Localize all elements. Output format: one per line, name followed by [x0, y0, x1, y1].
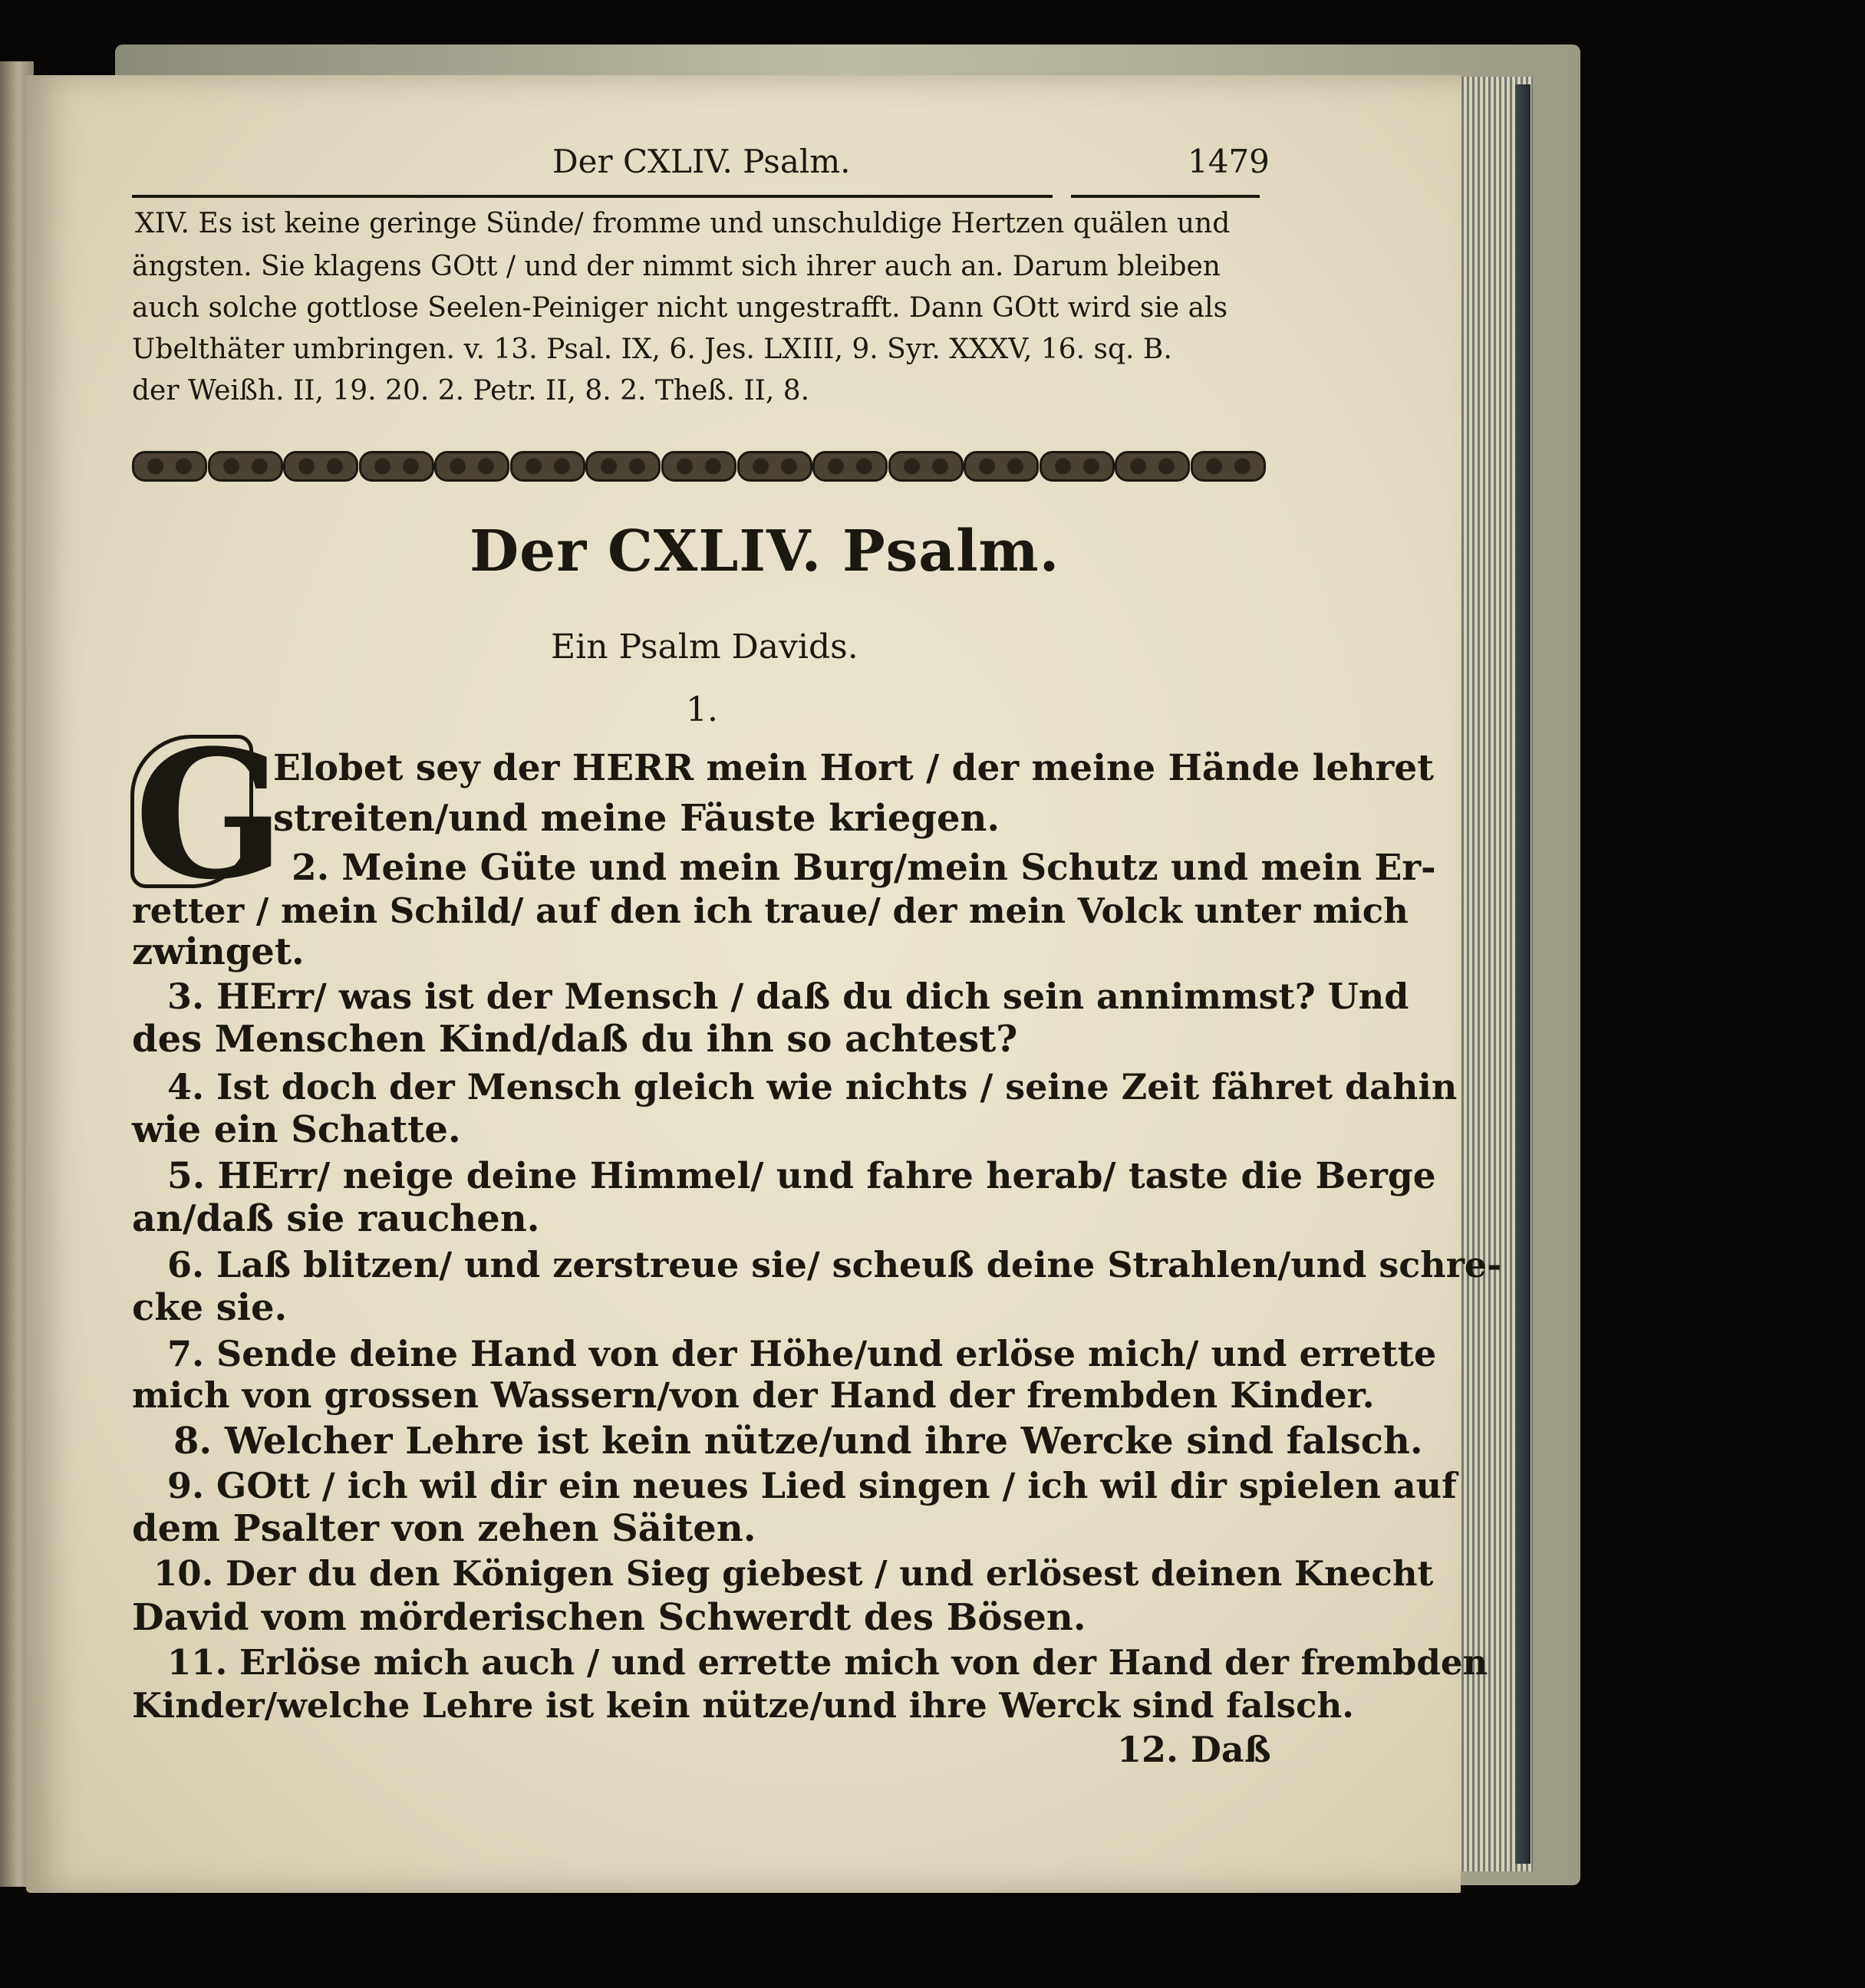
verse-line: mich von grossen Wassern/von der Hand der frembden Kinder.: [132, 1374, 1375, 1416]
ornament-piece: [812, 451, 888, 482]
psalm-subtitle: Ein Psalm Davids.: [551, 627, 858, 667]
ornament-piece: [283, 451, 358, 482]
psalm-title: Der CXLIV. Psalm.: [470, 518, 1060, 584]
verse-line: 9. GOtt / ich wil dir ein neues Lied singen / ich wil dir spielen auf: [167, 1465, 1457, 1506]
verse-line: cke sie.: [132, 1286, 288, 1329]
drop-cap: G: [130, 735, 253, 888]
ornament-piece: [737, 451, 812, 482]
page-number: 1479: [1188, 143, 1270, 180]
verse-line: 2. Meine Güte und mein Burg/mein Schutz und mein Er-: [292, 847, 1436, 889]
ornament-piece: [1191, 451, 1266, 482]
header-rule-left: [132, 195, 1053, 198]
verse-line: retter / mein Schild/ auf den ich traue/ der mein Volck unter mich: [132, 890, 1409, 931]
verse-line: wie ein Schatte.: [132, 1108, 461, 1151]
ornament-piece: [964, 451, 1039, 482]
verse-line: 11. Erlöse mich auch / und errette mich von der Hand der frembden: [167, 1642, 1488, 1683]
verse-line: dem Psalter von zehen Säiten.: [132, 1507, 756, 1550]
page-fore-edge: [1515, 84, 1531, 1864]
running-title: Der CXLIV. Psalm.: [552, 143, 851, 180]
verse-line: des Menschen Kind/daß du ihn so achtest?: [132, 1018, 1018, 1061]
ornament-band: [132, 445, 1266, 488]
ornament-piece: [888, 451, 964, 482]
ornament-piece: [1115, 451, 1190, 482]
commentary-line: auch solche gottlose Seelen-Peiniger nicht ungestrafft. Dann GOtt wird sie als: [132, 292, 1228, 324]
verse-line: streiten/und meine Fäuste kriegen.: [273, 797, 1000, 840]
ornament-piece: [434, 451, 509, 482]
ornament-piece: [1040, 451, 1115, 482]
commentary-line: XIV. Es ist keine geringe Sünde/ fromme und unschuldige Hertzen quälen und: [135, 208, 1231, 239]
ornament-piece: [661, 451, 736, 482]
verse-line: 8. Welcher Lehre ist kein nütze/und ihre Wercke sind falsch.: [173, 1420, 1423, 1463]
verse-line: 7. Sende deine Hand von der Höhe/und erlöse mich/ und errette: [167, 1333, 1437, 1374]
verse-line: 4. Ist doch der Mensch gleich wie nichts / seine Zeit fähret dahin: [167, 1066, 1458, 1108]
verse-line: an/daß sie rauchen.: [132, 1197, 540, 1240]
commentary-line: Ubelthäter umbringen. v. 13. Psal. IX, 6. Jes. LXIII, 9. Syr. XXXV, 16. sq. B.: [132, 334, 1172, 365]
header-rule-right: [1071, 195, 1260, 198]
verse-line: David vom mörderischen Schwerdt des Bösen.: [132, 1596, 1086, 1639]
commentary-line: der Weißh. II, 19. 20. 2. Petr. II, 8. 2. Theß. II, 8.: [132, 375, 810, 406]
verse-line: Elobet sey der HERR mein Hort / der meine Hände lehret: [273, 747, 1434, 789]
ornament-piece: [132, 451, 207, 482]
section-number: 1.: [686, 690, 718, 729]
ornament-piece: [208, 451, 283, 482]
catchword: 12. Daß: [1117, 1729, 1271, 1770]
ornament-piece: [359, 451, 434, 482]
verse-line: 5. HErr/ neige deine Himmel/ und fahre herab/ taste die Berge: [167, 1155, 1436, 1197]
verse-line: 3. HErr/ was ist der Mensch / daß du dich sein annimmst? Und: [167, 976, 1409, 1017]
verse-line: Kinder/welche Lehre ist kein nütze/und ihre Werck sind falsch.: [132, 1685, 1354, 1726]
ornament-piece: [585, 451, 661, 482]
verse-line: 6. Laß blitzen/ und zerstreue sie/ scheuß deine Strahlen/und schre-: [167, 1244, 1502, 1285]
verse-line: zwinget.: [132, 930, 305, 973]
ornament-piece: [510, 451, 585, 482]
commentary-line: ängsten. Sie klagens GOtt / und der nimmt sich ihrer auch an. Darum bleiben: [132, 251, 1221, 282]
verse-line: 10. Der du den Königen Sieg giebest / und erlösest deinen Knecht: [153, 1553, 1434, 1594]
